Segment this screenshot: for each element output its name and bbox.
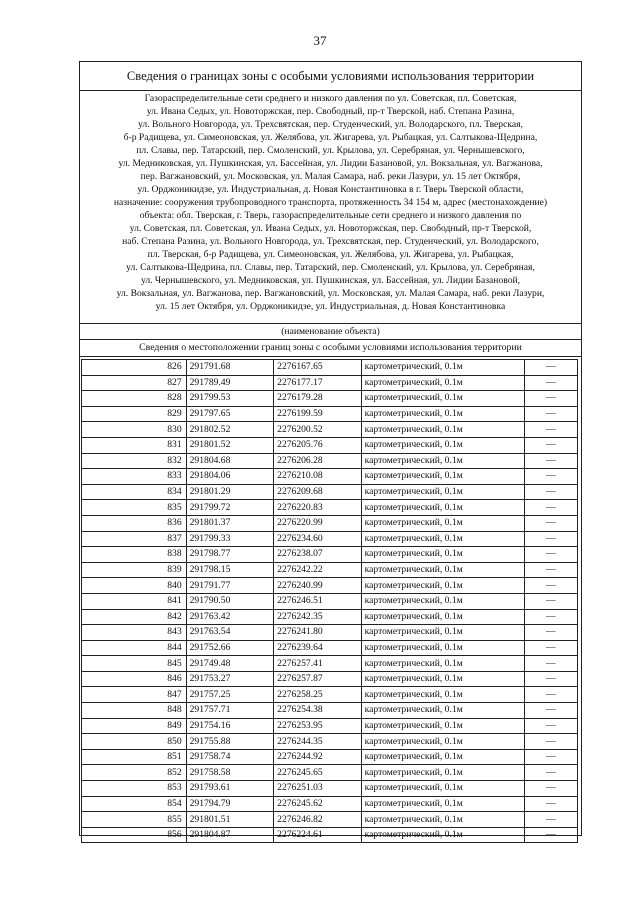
description-line: ул. Медниковская, ул. Пушкинская, ул. Бассейная, ул. Лидии Базановой, ул. Вокзальная, ул. Вагжанова, xyxy=(118,158,543,169)
determination-method: картометрический, 0.1м xyxy=(361,609,524,625)
determination-method: картометрический, 0.1м xyxy=(361,749,524,765)
point-number: 835 xyxy=(82,500,187,516)
table-row xyxy=(82,484,578,500)
coordinate-y: 2276257.41 xyxy=(274,656,362,672)
point-number: 846 xyxy=(82,671,187,687)
empty-value-dash: — xyxy=(524,469,577,485)
empty-value-dash: — xyxy=(524,391,577,407)
empty-value-dash: — xyxy=(524,734,577,750)
point-number: 851 xyxy=(82,749,187,765)
coordinate-y: 2276206.28 xyxy=(274,453,362,469)
table-row xyxy=(82,437,578,453)
coordinate-y: 2276220.83 xyxy=(274,500,362,516)
coordinate-y: 2276253.95 xyxy=(274,718,362,734)
empty-value-dash: — xyxy=(524,640,577,656)
empty-value-dash: — xyxy=(524,703,577,719)
empty-value-dash: — xyxy=(524,437,577,453)
empty-value-dash: — xyxy=(524,515,577,531)
coordinate-x: 291752.66 xyxy=(186,640,274,656)
point-number: 833 xyxy=(82,469,187,485)
table-row xyxy=(82,703,578,719)
coordinate-y: 2276239.64 xyxy=(274,640,362,656)
point-number: 845 xyxy=(82,656,187,672)
determination-method: картометрический, 0.1м xyxy=(361,453,524,469)
coordinate-y: 2276242.22 xyxy=(274,562,362,578)
point-number: 852 xyxy=(82,765,187,781)
determination-method: картометрический, 0.1м xyxy=(361,765,524,781)
coordinate-x: 291763.42 xyxy=(186,609,274,625)
determination-method: картометрический, 0.1м xyxy=(361,781,524,797)
description-line: ул. Вольного Новгорода, ул. Трехсвятская, пер. Студенческий, ул. Володарского, пл. Тверская, xyxy=(138,119,523,130)
point-number: 826 xyxy=(82,360,187,376)
coordinate-y: 2276245.65 xyxy=(274,765,362,781)
coordinate-x: 291799.72 xyxy=(186,500,274,516)
table-row xyxy=(82,406,578,422)
description-line: б-р Радищева, ул. Симеоновская, ул. Желябова, ул. Жигарева, ул. Рыбацкая, ул. Салтыкова-Щедрина, xyxy=(123,132,538,143)
determination-method: картометрический, 0.1м xyxy=(361,640,524,656)
point-number: 838 xyxy=(82,547,187,563)
coordinate-y: 2276257.87 xyxy=(274,671,362,687)
determination-method: картометрический, 0.1м xyxy=(361,625,524,641)
description-line: ул. Салтыкова-Щедрина, пл. Славы, пер. Татарский, пер. Смоленский, ул. Крылова, ул. Серебряная, xyxy=(126,262,535,273)
coordinate-y: 2276246.51 xyxy=(274,593,362,609)
coordinate-y: 2276224.61 xyxy=(274,827,362,843)
coordinate-y: 2276244.92 xyxy=(274,749,362,765)
table-row xyxy=(82,593,578,609)
empty-value-dash: — xyxy=(524,765,577,781)
coordinate-x: 291801.37 xyxy=(186,515,274,531)
table-row xyxy=(82,578,578,594)
description-line: пл. Славы, пер. Татарский, пер. Смоленский, ул. Крылова, ул. Серебряная, ул. Чернышевского, xyxy=(136,145,525,156)
determination-method: картометрический, 0.1м xyxy=(361,500,524,516)
object-name-caption: (наименование объекта) xyxy=(80,325,581,340)
coordinate-y: 2276241.80 xyxy=(274,625,362,641)
description-line: ул. Ивана Седых, ул. Новоторжская, пер. Свободный, пр-т Тверской, наб. Степана Разина, xyxy=(146,106,515,117)
empty-value-dash: — xyxy=(524,578,577,594)
table-row xyxy=(82,749,578,765)
point-number: 855 xyxy=(82,812,187,828)
empty-value-dash: — xyxy=(524,749,577,765)
empty-value-dash: — xyxy=(524,718,577,734)
table-row xyxy=(82,391,578,407)
determination-method: картометрический, 0.1м xyxy=(361,656,524,672)
determination-method: картометрический, 0.1м xyxy=(361,547,524,563)
determination-method: картометрический, 0.1м xyxy=(361,703,524,719)
determination-method: картометрический, 0.1м xyxy=(361,469,524,485)
table-row xyxy=(82,671,578,687)
description-line: пер. Вагжановский, ул. Московская, ул. Малая Самара, наб. реки Лазури, ул. 15 лет Октября, xyxy=(140,171,521,182)
coordinate-x: 291789.49 xyxy=(186,375,274,391)
coordinate-x: 291798.15 xyxy=(186,562,274,578)
coordinate-y: 2276251.03 xyxy=(274,781,362,797)
table-row xyxy=(82,812,578,828)
point-number: 842 xyxy=(82,609,187,625)
point-number: 853 xyxy=(82,781,187,797)
point-number: 844 xyxy=(82,640,187,656)
object-description xyxy=(80,91,581,324)
point-number: 848 xyxy=(82,703,187,719)
point-number: 839 xyxy=(82,562,187,578)
coordinate-y: 2276246.82 xyxy=(274,812,362,828)
coordinate-y: 2276179.28 xyxy=(274,391,362,407)
coordinate-x: 291797.65 xyxy=(186,406,274,422)
description-line: пл. Тверская, б-р Радищева, ул. Симеоновская, ул. Желябова, ул. Жигарева, ул. Рыбацкая, xyxy=(147,249,514,260)
determination-method: картометрический, 0.1м xyxy=(361,515,524,531)
point-number: 830 xyxy=(82,422,187,438)
coordinate-y: 2276220.99 xyxy=(274,515,362,531)
form-title: Сведения о границах зоны с особыми условиями использования территории xyxy=(80,62,581,91)
coordinate-x: 291790.50 xyxy=(186,593,274,609)
table-row xyxy=(82,796,578,812)
coordinate-y: 2276205.76 xyxy=(274,437,362,453)
empty-value-dash: — xyxy=(524,484,577,500)
point-number: 850 xyxy=(82,734,187,750)
determination-method: картометрический, 0.1м xyxy=(361,812,524,828)
empty-value-dash: — xyxy=(524,609,577,625)
table-row xyxy=(82,422,578,438)
point-number: 849 xyxy=(82,718,187,734)
point-number: 843 xyxy=(82,625,187,641)
determination-method: картометрический, 0.1м xyxy=(361,437,524,453)
location-section-heading: Сведения о местоположении границ зоны с особыми условиями использования территории xyxy=(80,340,581,357)
table-row xyxy=(82,531,578,547)
coordinate-y: 2276209.68 xyxy=(274,484,362,500)
coordinate-y: 2276210.08 xyxy=(274,469,362,485)
empty-value-dash: — xyxy=(524,375,577,391)
empty-value-dash: — xyxy=(524,687,577,703)
point-number: 834 xyxy=(82,484,187,500)
table-row xyxy=(82,640,578,656)
table-row xyxy=(82,609,578,625)
table-row xyxy=(82,547,578,563)
description-line: ул. Орджоникидзе, ул. Индустриальная, д. Новая Константиновка в г. Тверь Тверской области, xyxy=(137,184,524,195)
coordinate-x: 291763.54 xyxy=(186,625,274,641)
description-line: ул. Советская, пл. Советская, ул. Ивана Седых, ул. Новоторжская, пер. Свободный, пр-т Тверской, xyxy=(129,223,532,234)
coordinate-y: 2276238.07 xyxy=(274,547,362,563)
point-number: 840 xyxy=(82,578,187,594)
coordinate-y: 2276199.59 xyxy=(274,406,362,422)
table-row xyxy=(82,453,578,469)
description-line: ул. Чернышевского, ул. Медниковская, ул. Пушкинская, ул. Бассейная, ул. Лидии Базановой, xyxy=(140,275,521,286)
determination-method: картометрический, 0.1м xyxy=(361,578,524,594)
coordinate-y: 2276244.35 xyxy=(274,734,362,750)
coordinate-y: 2276167.65 xyxy=(274,360,362,376)
determination-method: картометрический, 0.1м xyxy=(361,531,524,547)
table-row xyxy=(82,469,578,485)
empty-value-dash: — xyxy=(524,812,577,828)
table-row xyxy=(82,375,578,391)
coordinate-y: 2276234.60 xyxy=(274,531,362,547)
description-line: ул. Вокзальная, ул. Вагжанова, пер. Вагжановский, ул. Московская, ул. Малая Самара, наб. реки Лазури, xyxy=(116,288,545,299)
table-row xyxy=(82,687,578,703)
coordinate-x: 291801.51 xyxy=(186,812,274,828)
point-number: 831 xyxy=(82,437,187,453)
coordinate-x: 291757.25 xyxy=(186,687,274,703)
table-row xyxy=(82,656,578,672)
empty-value-dash: — xyxy=(524,593,577,609)
point-number: 837 xyxy=(82,531,187,547)
determination-method: картометрический, 0.1м xyxy=(361,484,524,500)
description-line: назначение: сооружения трубопроводного транспорта, протяженность 34 154 м, адрес (местонахождение) xyxy=(113,197,548,208)
table-row xyxy=(82,718,578,734)
coordinate-y: 2276242.35 xyxy=(274,609,362,625)
table-row xyxy=(82,360,578,376)
coordinate-y: 2276254.38 xyxy=(274,703,362,719)
zone-boundary-form xyxy=(79,61,582,841)
coordinate-x: 291758.74 xyxy=(186,749,274,765)
point-number: 841 xyxy=(82,593,187,609)
empty-value-dash: — xyxy=(524,406,577,422)
coordinate-x: 291749.48 xyxy=(186,656,274,672)
determination-method: картометрический, 0.1м xyxy=(361,360,524,376)
coordinate-y: 2276245.62 xyxy=(274,796,362,812)
determination-method: картометрический, 0.1м xyxy=(361,406,524,422)
coordinate-x: 291757.71 xyxy=(186,703,274,719)
point-number: 836 xyxy=(82,515,187,531)
table-row xyxy=(82,625,578,641)
empty-value-dash: — xyxy=(524,781,577,797)
determination-method: картометрический, 0.1м xyxy=(361,375,524,391)
coordinates-table xyxy=(81,359,578,843)
point-number: 847 xyxy=(82,687,187,703)
table-row xyxy=(82,827,578,843)
coordinate-x: 291791.77 xyxy=(186,578,274,594)
empty-value-dash: — xyxy=(524,500,577,516)
table-row xyxy=(82,562,578,578)
coordinate-y: 2276177.17 xyxy=(274,375,362,391)
coordinate-x: 291799.53 xyxy=(186,391,274,407)
point-number: 854 xyxy=(82,796,187,812)
empty-value-dash: — xyxy=(524,671,577,687)
empty-value-dash: — xyxy=(524,453,577,469)
coordinate-x: 291791.68 xyxy=(186,360,274,376)
empty-value-dash: — xyxy=(524,656,577,672)
point-number: 827 xyxy=(82,375,187,391)
coordinate-y: 2276240.99 xyxy=(274,578,362,594)
coordinate-y: 2276258.25 xyxy=(274,687,362,703)
point-number: 832 xyxy=(82,453,187,469)
determination-method: картометрический, 0.1м xyxy=(361,687,524,703)
point-number: 856 xyxy=(82,827,187,843)
coordinate-x: 291801.52 xyxy=(186,437,274,453)
coordinate-x: 291798.77 xyxy=(186,547,274,563)
determination-method: картометрический, 0.1м xyxy=(361,671,524,687)
coordinate-x: 291754.16 xyxy=(186,718,274,734)
determination-method: картометрический, 0.1м xyxy=(361,422,524,438)
empty-value-dash: — xyxy=(524,422,577,438)
coordinate-x: 291755.88 xyxy=(186,734,274,750)
coordinate-x: 291793.61 xyxy=(186,781,274,797)
empty-value-dash: — xyxy=(524,360,577,376)
coordinate-x: 291758.58 xyxy=(186,765,274,781)
determination-method: картометрический, 0.1м xyxy=(361,827,524,843)
description-line: ул. 15 лет Октября, ул. Орджоникидзе, ул. Индустриальная, д. Новая Константиновка xyxy=(155,301,506,312)
coordinate-x: 291794.79 xyxy=(186,796,274,812)
empty-value-dash: — xyxy=(524,796,577,812)
empty-value-dash: — xyxy=(524,531,577,547)
table-row xyxy=(82,500,578,516)
coordinate-x: 291804.06 xyxy=(186,469,274,485)
description-line: объекта: обл. Тверская, г. Тверь, газораспределительные сети среднего и низкого давления по xyxy=(139,210,522,221)
table-row xyxy=(82,515,578,531)
empty-value-dash: — xyxy=(524,625,577,641)
table-row xyxy=(82,765,578,781)
coordinate-x: 291753.27 xyxy=(186,671,274,687)
point-number: 829 xyxy=(82,406,187,422)
empty-value-dash: — xyxy=(524,827,577,843)
coordinate-x: 291801.29 xyxy=(186,484,274,500)
page-number: 37 xyxy=(313,33,327,48)
coordinate-x: 291802.52 xyxy=(186,422,274,438)
determination-method: картометрический, 0.1м xyxy=(361,796,524,812)
empty-value-dash: — xyxy=(524,562,577,578)
table-row xyxy=(82,734,578,750)
empty-value-dash: — xyxy=(524,547,577,563)
point-number: 828 xyxy=(82,391,187,407)
determination-method: картометрический, 0.1м xyxy=(361,734,524,750)
determination-method: картометрический, 0.1м xyxy=(361,718,524,734)
determination-method: картометрический, 0.1м xyxy=(361,562,524,578)
description-line: наб. Степана Разина, ул. Вольного Новгорода, ул. Трехсвятская, пер. Студенческий, ул. Володарского, xyxy=(122,236,539,247)
coordinate-x: 291799.33 xyxy=(186,531,274,547)
coordinate-y: 2276200.52 xyxy=(274,422,362,438)
determination-method: картометрический, 0.1м xyxy=(361,391,524,407)
coordinate-x: 291804.68 xyxy=(186,453,274,469)
table-row xyxy=(82,781,578,797)
determination-method: картометрический, 0.1м xyxy=(361,593,524,609)
coordinate-x: 291804.87 xyxy=(186,827,274,843)
description-line: Газораспределительные сети среднего и низкого давления по ул. Советская, пл. Советская, xyxy=(144,93,517,104)
